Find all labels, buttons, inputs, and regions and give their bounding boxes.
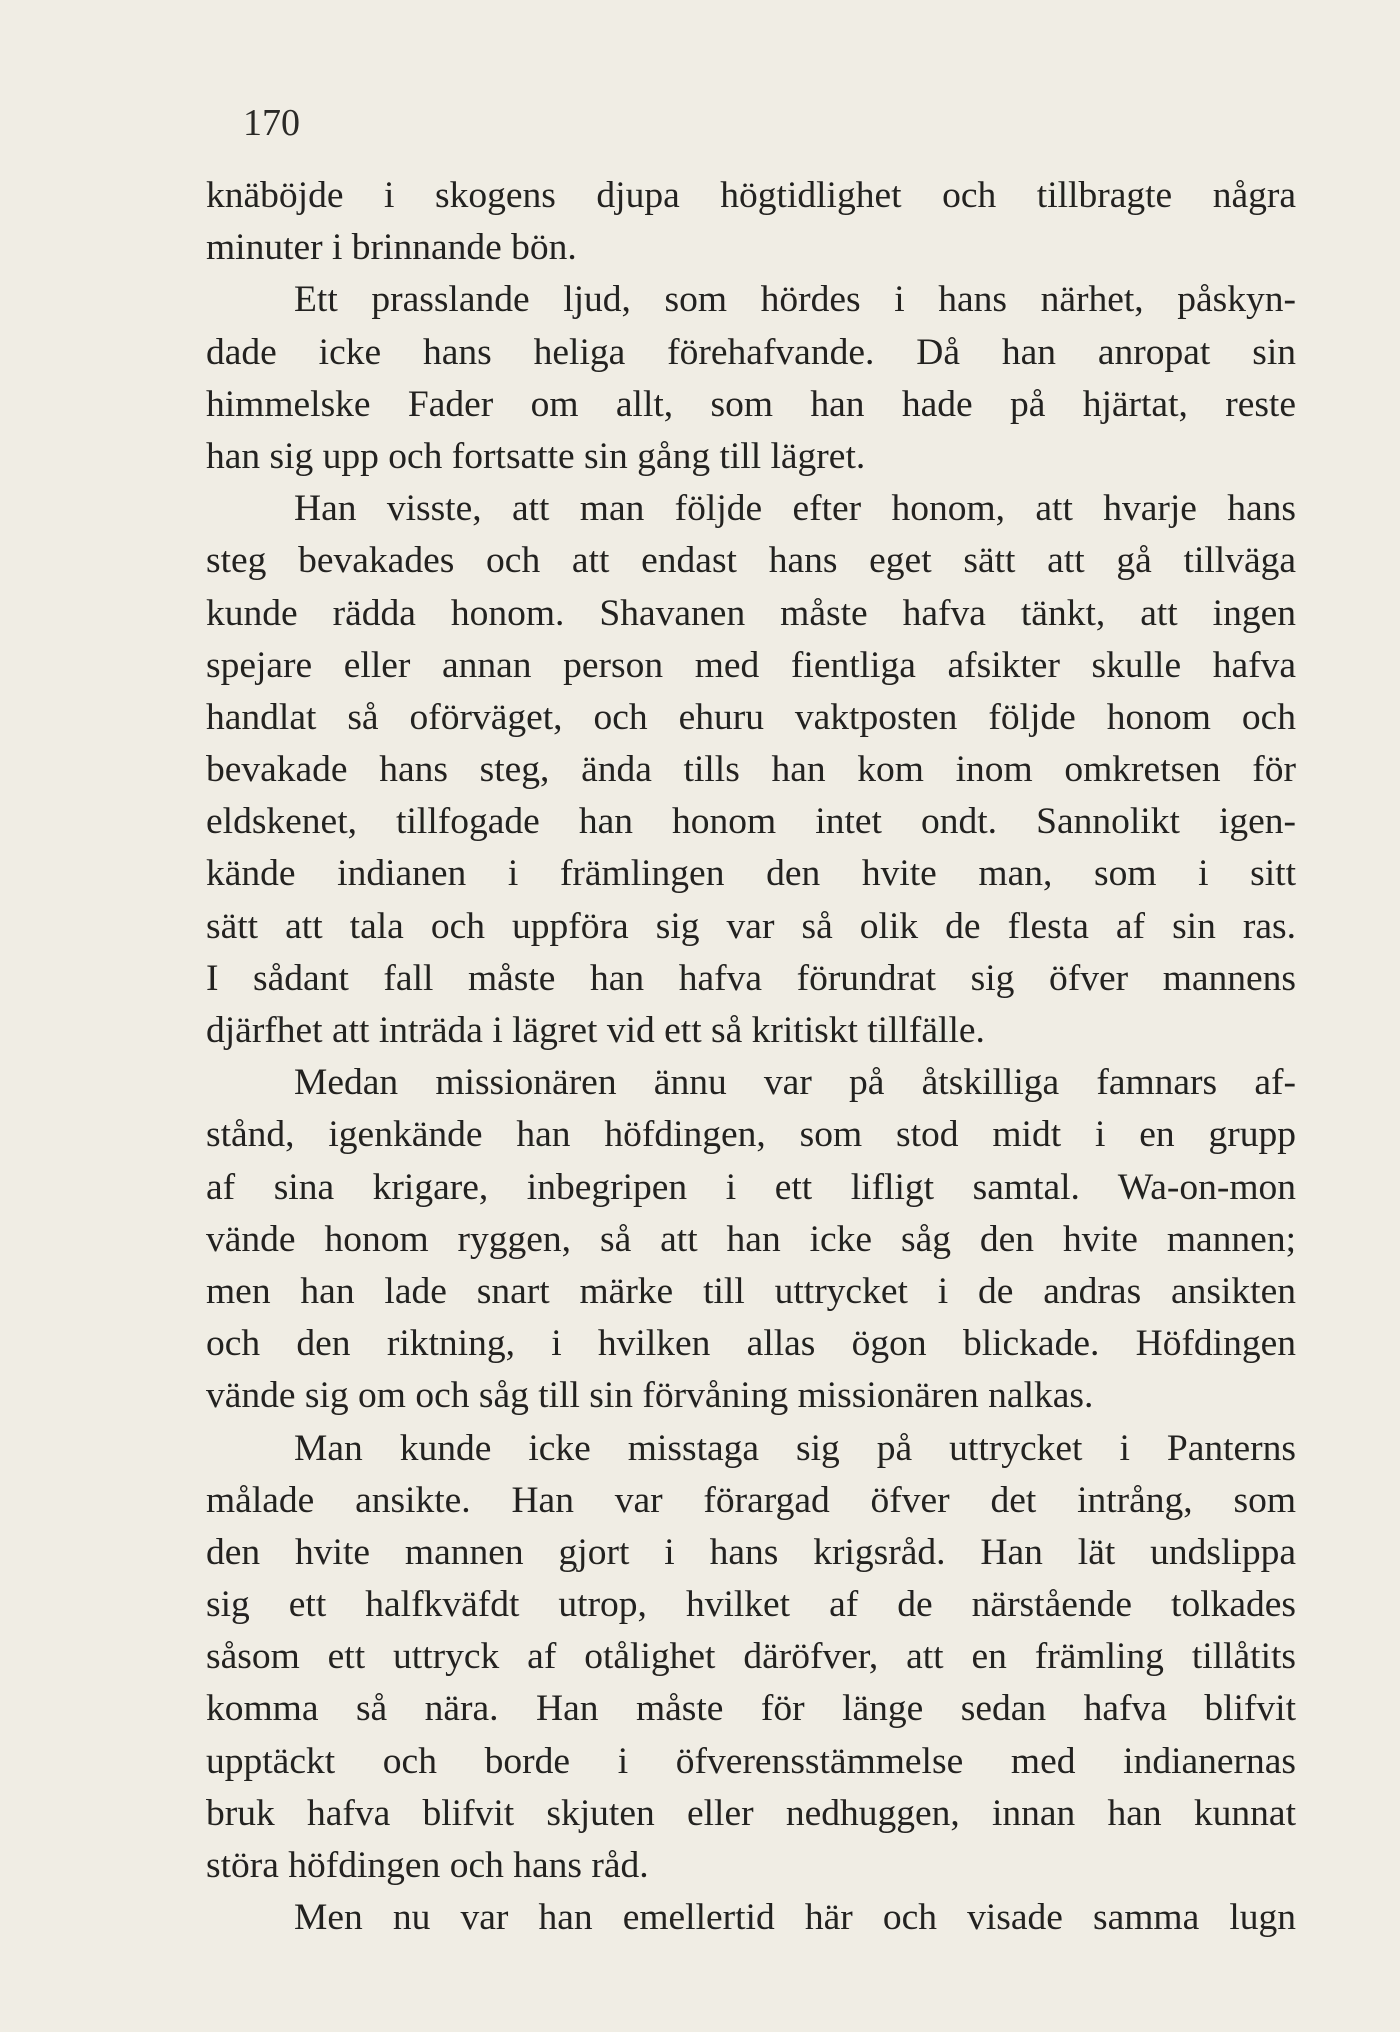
text-line: vände honom ryggen, så att han icke såg den hvite mannen; xyxy=(206,1218,1296,1260)
text-line: Han visste, att man följde efter honom, att hvarje hans xyxy=(294,488,1296,530)
text-line: djärfhet att inträda i lägret vid ett så kritiskt tillfälle. xyxy=(206,1010,985,1051)
text-line: himmelske Fader om allt, som han hade på hjärtat, reste xyxy=(206,383,1296,425)
text-line: dade icke hans heliga förehafvande. Då han anropat sin xyxy=(206,331,1296,373)
text-line: steg bevakades och att endast hans eget sätt att gå tillväga xyxy=(206,540,1296,582)
text-line: komma så nära. Han måste för länge sedan hafva blifvit xyxy=(206,1688,1296,1730)
text-line: och den riktning, i hvilken allas ögon blickade. Höfdingen xyxy=(206,1323,1296,1365)
text-line: sig ett halfkväfdt utrop, hvilket af de närstående tolkades xyxy=(206,1584,1296,1626)
page-number: 170 xyxy=(243,102,300,144)
text-line: bevakade hans steg, ända tills han kom inom omkretsen för xyxy=(206,749,1296,791)
text-line: såsom ett uttryck af otålighet däröfver, att en främling tillåtits xyxy=(206,1636,1296,1678)
text-line: sätt att tala och uppföra sig var så olik de flesta af sin ras. xyxy=(206,905,1296,947)
text-line: upptäckt och borde i öfverensstämmelse med indianernas xyxy=(206,1740,1296,1782)
text-line: I sådant fall måste han hafva förundrat sig öfver mannens xyxy=(206,957,1296,999)
text-line: knäböjde i skogens djupa högtidlighet och tillbragte några xyxy=(206,175,1296,216)
text-line: men han lade snart märke till uttrycket i de andras ansikten xyxy=(206,1270,1296,1312)
text-line: eldskenet, tillfogade han honom intet ondt. Sannolikt igen- xyxy=(206,801,1296,843)
text-line: Man kunde icke misstaga sig på uttrycket i Panterns xyxy=(294,1427,1296,1469)
text-line: vände sig om och såg till sin förvåning missionären nalkas. xyxy=(206,1375,1094,1417)
text-line: Men nu var han emellertid här och visade samma lugn xyxy=(294,1897,1296,1939)
text-line: af sina krigare, inbegripen i ett lifligt samtal. Wa-on-mon xyxy=(206,1166,1296,1208)
text-line: Ett prasslande ljud, som hördes i hans närhet, påskyn- xyxy=(294,279,1296,321)
text-line: spejare eller annan person med fientliga afsikter skulle hafva xyxy=(206,644,1296,686)
text-line: kände indianen i främlingen den hvite man, som i sitt xyxy=(206,853,1296,895)
body-text xyxy=(206,170,1296,1944)
text-line: stånd, igenkände han höfdingen, som stod midt i en grupp xyxy=(206,1114,1296,1156)
text-line: kunde rädda honom. Shavanen måste hafva tänkt, att ingen xyxy=(206,592,1296,634)
text-line: handlat så oförväget, och ehuru vaktposten följde honom och xyxy=(206,696,1296,738)
text-line: Medan missionären ännu var på åtskilliga famnars af- xyxy=(294,1062,1296,1104)
text-line: störa höfdingen och hans råd. xyxy=(206,1845,649,1886)
text-line: minuter i brinnande bön. xyxy=(206,227,577,269)
text-line: målade ansikte. Han var förargad öfver det intrång, som xyxy=(206,1479,1296,1521)
text-line: den hvite mannen gjort i hans krigsråd. Han lät undslippa xyxy=(206,1531,1296,1573)
text-line: han sig upp och fortsatte sin gång till lägret. xyxy=(206,435,866,477)
text-line: bruk hafva blifvit skjuten eller nedhuggen, innan han kunnat xyxy=(206,1792,1296,1834)
